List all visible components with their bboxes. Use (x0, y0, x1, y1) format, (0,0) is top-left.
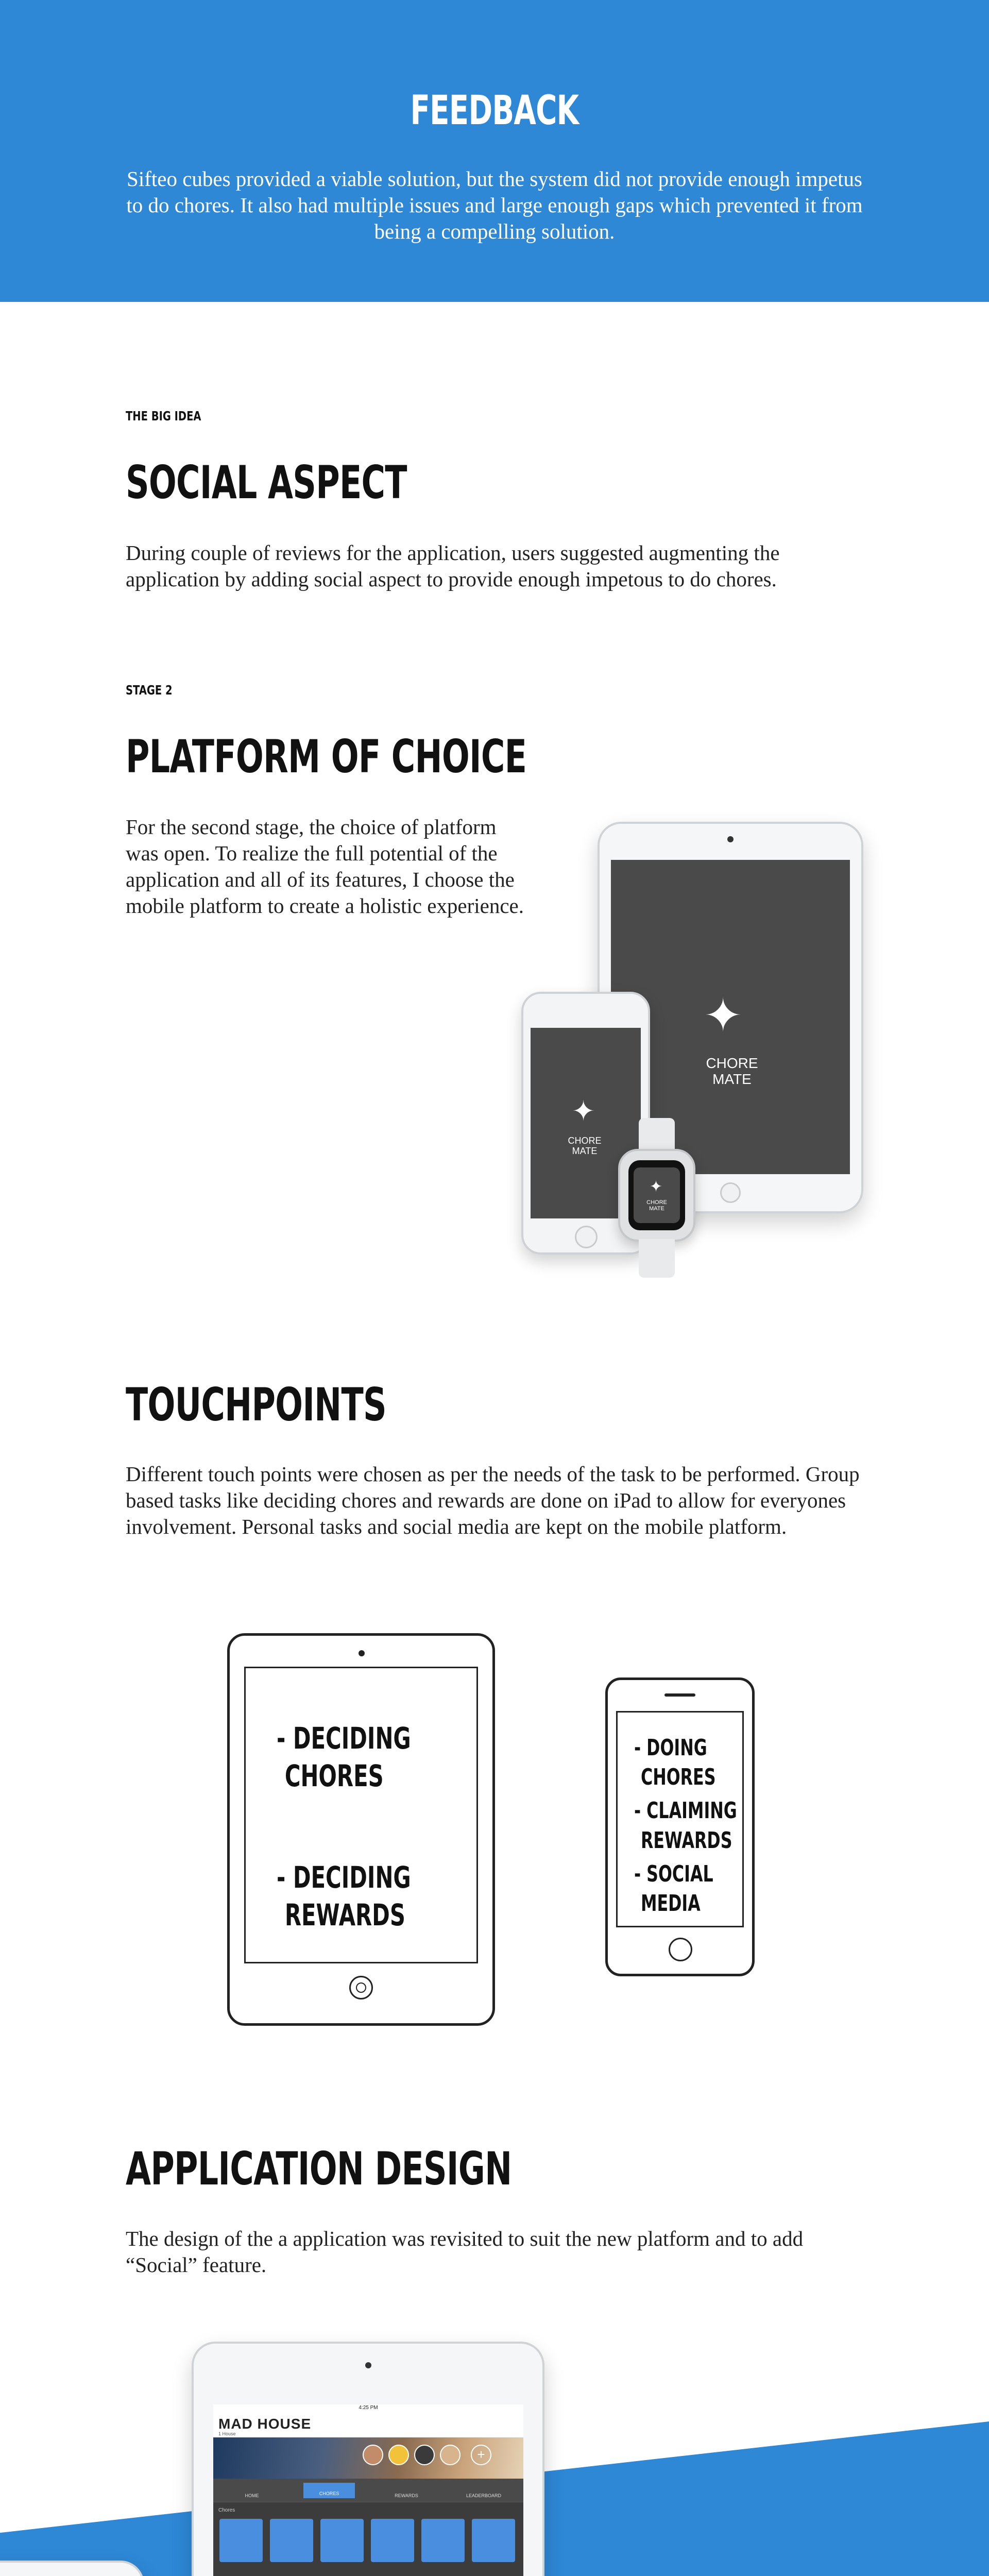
app-header (213, 2412, 523, 2437)
watch-case (618, 1149, 695, 1242)
tablet-line: - DECIDING (277, 1721, 411, 1756)
avatar[interactable] (414, 2445, 435, 2465)
stage-kicker: STAGE 2 (126, 683, 173, 698)
tablet-line: - DECIDING (277, 1860, 411, 1895)
big-idea-kicker: THE BIG IDEA (126, 409, 201, 423)
phone-wire-screen (616, 1711, 744, 1927)
feedback-title: FEEDBACK (410, 88, 579, 134)
status-bar: 4:25 PM (213, 2404, 523, 2412)
feedback-banner (0, 0, 989, 302)
wire-home-inner (356, 1982, 366, 1993)
app-design-text: The design of the a application was revisited to suit the new platform and to add “Social” feature. (126, 2227, 804, 2277)
touchpoints-title: TOUCHPOINTS (126, 1378, 386, 1431)
tab-rewards[interactable]: REWARDS (395, 2493, 418, 2498)
tablet-wire-screen (244, 1667, 478, 1963)
phone-line: REWARDS (640, 1827, 732, 1854)
phone-items (634, 1733, 737, 1918)
tablet-line: CHORES (284, 1758, 384, 1793)
house-sub: 1 House (218, 2431, 236, 2436)
watch-screen (628, 1160, 685, 1230)
apple-watch (618, 1118, 695, 1278)
wire-speaker (664, 1693, 695, 1697)
phone-home-button (575, 1226, 598, 1248)
tab-leaderboard[interactable]: LEADERBOARD (466, 2493, 502, 2498)
chore-tile[interactable] (371, 2519, 414, 2562)
platform-text: For the second stage, the choice of platform was open. To realize the full potential of the application and all of its features, I choose the mobile platform to create a holistic experience. (126, 815, 524, 918)
avatar[interactable] (363, 2445, 383, 2465)
logo-line-2: MATE (649, 1206, 664, 1212)
chore-tile[interactable] (219, 2519, 263, 2562)
chores-section-label: Chores (218, 2507, 235, 2513)
avatar[interactable] (388, 2445, 409, 2465)
watch-strap-bottom (639, 1239, 675, 1278)
touchpoints-text: Different touch points were chosen as per the needs of the task to be performed. Group based tasks like deciding chores and rewards are done on iPad to allow for everyones involvement. Personal tasks and social media are kept on the mobile platform. (126, 1462, 860, 1538)
home-button (720, 1182, 741, 1203)
add-member-icon[interactable]: + (471, 2445, 491, 2465)
sparkle-icon-phone: ✦ (572, 1095, 595, 1127)
phone-line: - CLAIMING (634, 1798, 737, 1824)
feedback-text: Sifteo cubes provided a viable solution, but the system did not provide enough impetus to do chores. It also had multiple issues and large enough gaps which prevented it from being a compelling solution. (126, 167, 863, 243)
platform-title: PLATFORM OF CHOICE (126, 730, 527, 783)
logo-line-2: MATE (712, 1071, 752, 1087)
chore-mate-logo-watch (639, 1199, 675, 1212)
phone-line: MEDIA (640, 1890, 701, 1917)
tablet-item-deciding-rewards (277, 1859, 411, 1934)
watch-display (634, 1167, 680, 1223)
camera-dot (727, 836, 734, 842)
phone-wireframe (605, 1677, 755, 1976)
chore-tile[interactable] (270, 2519, 313, 2562)
tab-chores[interactable]: CHORES (303, 2483, 355, 2498)
logo-line-2: MATE (572, 1145, 598, 1156)
app-tabs (213, 2479, 523, 2502)
phone-line: CHORES (640, 1764, 716, 1791)
sparkle-icon: ✦ (704, 989, 743, 1043)
house-banner (213, 2437, 523, 2479)
chore-mate-logo (688, 1056, 776, 1088)
wire-phone-home (669, 1938, 692, 1961)
chore-tile[interactable] (320, 2519, 364, 2562)
wire-home-button (349, 1976, 373, 1999)
chores-app-screen (213, 2404, 523, 2576)
logo-line-1: CHORE (568, 1136, 602, 1146)
tab-home[interactable]: HOME (245, 2493, 259, 2498)
chores-tablet (192, 2342, 544, 2576)
avatar[interactable] (440, 2445, 461, 2465)
social-aspect-text: During couple of reviews for the application, users suggested augmenting the application by adding social aspect to provide enough impetous to do chores. (126, 541, 780, 591)
chore-mate-logo-phone (556, 1136, 613, 1157)
app-design-title: APPLICATION DESIGN (126, 2142, 512, 2195)
phone-line: - DOING (634, 1735, 707, 1761)
logo-line-1: CHORE (646, 1199, 667, 1206)
tablet-item-deciding-chores (277, 1720, 411, 1794)
wire-camera (359, 1650, 365, 1656)
splash-tablet (0, 2561, 144, 2576)
chore-tile[interactable] (472, 2519, 515, 2562)
sparkle-icon-watch: ✦ (650, 1178, 663, 1196)
tablet-line: REWARDS (284, 1897, 405, 1933)
camera-dot (365, 2362, 371, 2368)
chore-tile[interactable] (421, 2519, 465, 2562)
tablet-wireframe (227, 1633, 495, 2026)
logo-line-1: CHORE (706, 1055, 758, 1071)
phone-line: - SOCIAL (634, 1860, 713, 1887)
social-aspect-title: SOCIAL ASPECT (126, 456, 407, 509)
house-name: MAD HOUSE (218, 2416, 312, 2432)
